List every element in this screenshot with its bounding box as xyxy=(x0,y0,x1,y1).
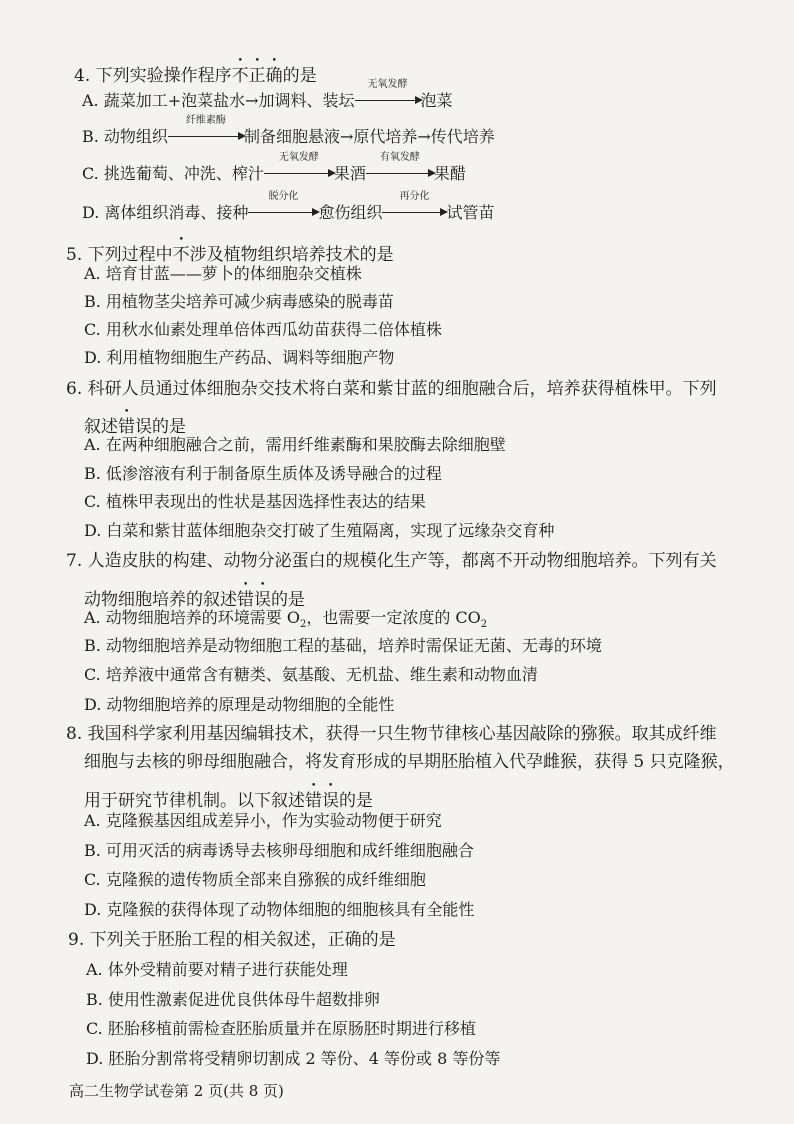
emphasis-text: 不正确 xyxy=(231,66,283,86)
arrow-icon xyxy=(366,173,434,174)
question-4-option-d: D. 离体组织消毒、接种 脱分化 愈伤组织 再分化 试管苗 xyxy=(82,191,495,222)
reaction-arrow: 无氧发酵 xyxy=(355,91,421,111)
question-9-stem: 9. 下列关于胚胎工程的相关叙述，正确的是 xyxy=(68,930,396,950)
question-8-stem-line-3: 用于研究节律机制。以下叙述错误的是 xyxy=(84,791,373,811)
question-8-option-c: C. 克隆猴的遗传物质全部来自猕猴的成纤维细胞 xyxy=(84,870,426,889)
reaction-arrow: 脱分化 xyxy=(248,203,318,223)
emphasis-text: 错误 xyxy=(237,590,271,610)
emphasis-text: 错误 xyxy=(305,791,339,811)
question-6-option-a: A. 在两种细胞融合之前，需用纤维素酶和果胶酶去除细胞壁 xyxy=(84,435,506,454)
question-8-stem-line-1: 8. 我国科学家利用基因编辑技术，获得一只生物节律核心基因敲除的猕猴。取其成纤维 xyxy=(66,724,717,744)
emphasis-text: 错 xyxy=(118,417,135,437)
question-4-option-a: A. 蔬菜加工+泡菜盐水→加调料、装坛 无氧发酵 泡菜 xyxy=(82,79,453,110)
question-9-option-a: A. 体外受精前要对精子进行获能处理 xyxy=(86,960,348,979)
question-5-option-d: D. 利用植物细胞生产药品、调料等细胞产物 xyxy=(84,348,395,367)
question-9-option-d: D. 胚胎分割常将受精卵切割成 2 等份、4 等份或 8 等份等 xyxy=(86,1049,501,1068)
page-footer: 高二生物学试卷第 2 页(共 8 页) xyxy=(69,1082,284,1100)
reaction-arrow: 无氧发酵 xyxy=(264,164,334,184)
question-7-option-c: C. 培养液中通常含有糖类、氨基酸、无机盐、维生素和动物血清 xyxy=(84,665,538,684)
question-6-option-b: B. 低渗溶液有利于制备原生质体及诱导融合的过程 xyxy=(84,464,442,483)
arrow-icon xyxy=(264,173,334,174)
emphasis-text: 不 xyxy=(172,245,190,265)
question-9-option-c: C. 胚胎移植前需检查胚胎质量并在原肠胚时期进行移植 xyxy=(86,1019,476,1038)
arrow-icon xyxy=(382,212,446,213)
question-7-stem-line-2: 动物细胞培养的叙述错误的是 xyxy=(84,590,305,610)
question-7-option-b: B. 动物细胞培养是动物细胞工程的基础，培养时需保证无菌、无毒的环境 xyxy=(84,636,602,655)
arrow-icon xyxy=(355,100,421,101)
question-6-option-d: D. 白菜和紫甘蓝体细胞杂交打破了生殖隔离，实现了远缘杂交育种 xyxy=(84,521,555,540)
question-5-option-b: B. 用植物茎尖培养可减少病毒感染的脱毒苗 xyxy=(84,292,394,311)
question-8-option-b: B. 可用灭活的病毒诱导去核卵母细胞和成纤维细胞融合 xyxy=(84,841,474,860)
question-5-stem: 5. 下列过程中不涉及植物组织培养技术的是 xyxy=(66,245,394,265)
question-8-stem-line-2: 细胞与去核的卵母细胞融合，将发育形成的早期胚胎植入代孕雌猴，获得 5 只克隆猴， xyxy=(84,752,735,772)
question-5-option-c: C. 用秋水仙素处理单倍体西瓜幼苗获得二倍体植株 xyxy=(84,320,442,339)
question-8-option-d: D. 克隆猴的获得体现了动物体细胞的细胞核具有全能性 xyxy=(84,900,475,919)
question-5-option-a: A. 培育甘蓝——萝卜的体细胞杂交植株 xyxy=(84,264,362,283)
question-6-stem-line-2: 叙述错误的是 xyxy=(84,417,186,437)
question-7-option-d: D. 动物细胞培养的原理是动物细胞的全能性 xyxy=(84,695,395,714)
reaction-arrow: 有氧发酵 xyxy=(366,164,434,184)
arrow-icon xyxy=(248,212,318,213)
question-6-stem-line-1: 6. 科研人员通过体细胞杂交技术将白菜和紫甘蓝的细胞融合后，培养获得植株甲。下列 xyxy=(66,379,717,399)
question-8-option-a: A. 克隆猴基因组成差异小，作为实验动物便于研究 xyxy=(84,811,442,830)
reaction-arrow: 纤维素酶 xyxy=(168,127,244,147)
arrow-icon xyxy=(168,136,244,137)
question-4-stem: 4. 下列实验操作程序不正确的是 xyxy=(74,66,317,86)
question-4-option-c: C. 挑选葡萄、冲洗、榨汁 无氧发酵 果酒 有氧发酵 果醋 xyxy=(82,152,466,183)
question-7-stem-line-1: 7. 人造皮肤的构建、动物分泌蛋白的规模化生产等，都离不开动物细胞培养。下列有关 xyxy=(66,551,717,571)
question-6-option-c: C. 植株甲表现出的性状是基因选择性表达的结果 xyxy=(84,492,426,511)
question-7-option-a: A. 动物细胞培养的环境需要 $O_2$，也需要一定浓度的 $CO_2$ xyxy=(84,608,488,631)
question-9-option-b: B. 使用性激素促进优良供体母牛超数排卵 xyxy=(86,990,380,1009)
reaction-arrow: 再分化 xyxy=(382,203,446,223)
question-4-option-b: B. 动物组织 纤维素酶 制备细胞悬液→原代培养→传代培养 xyxy=(82,115,495,146)
